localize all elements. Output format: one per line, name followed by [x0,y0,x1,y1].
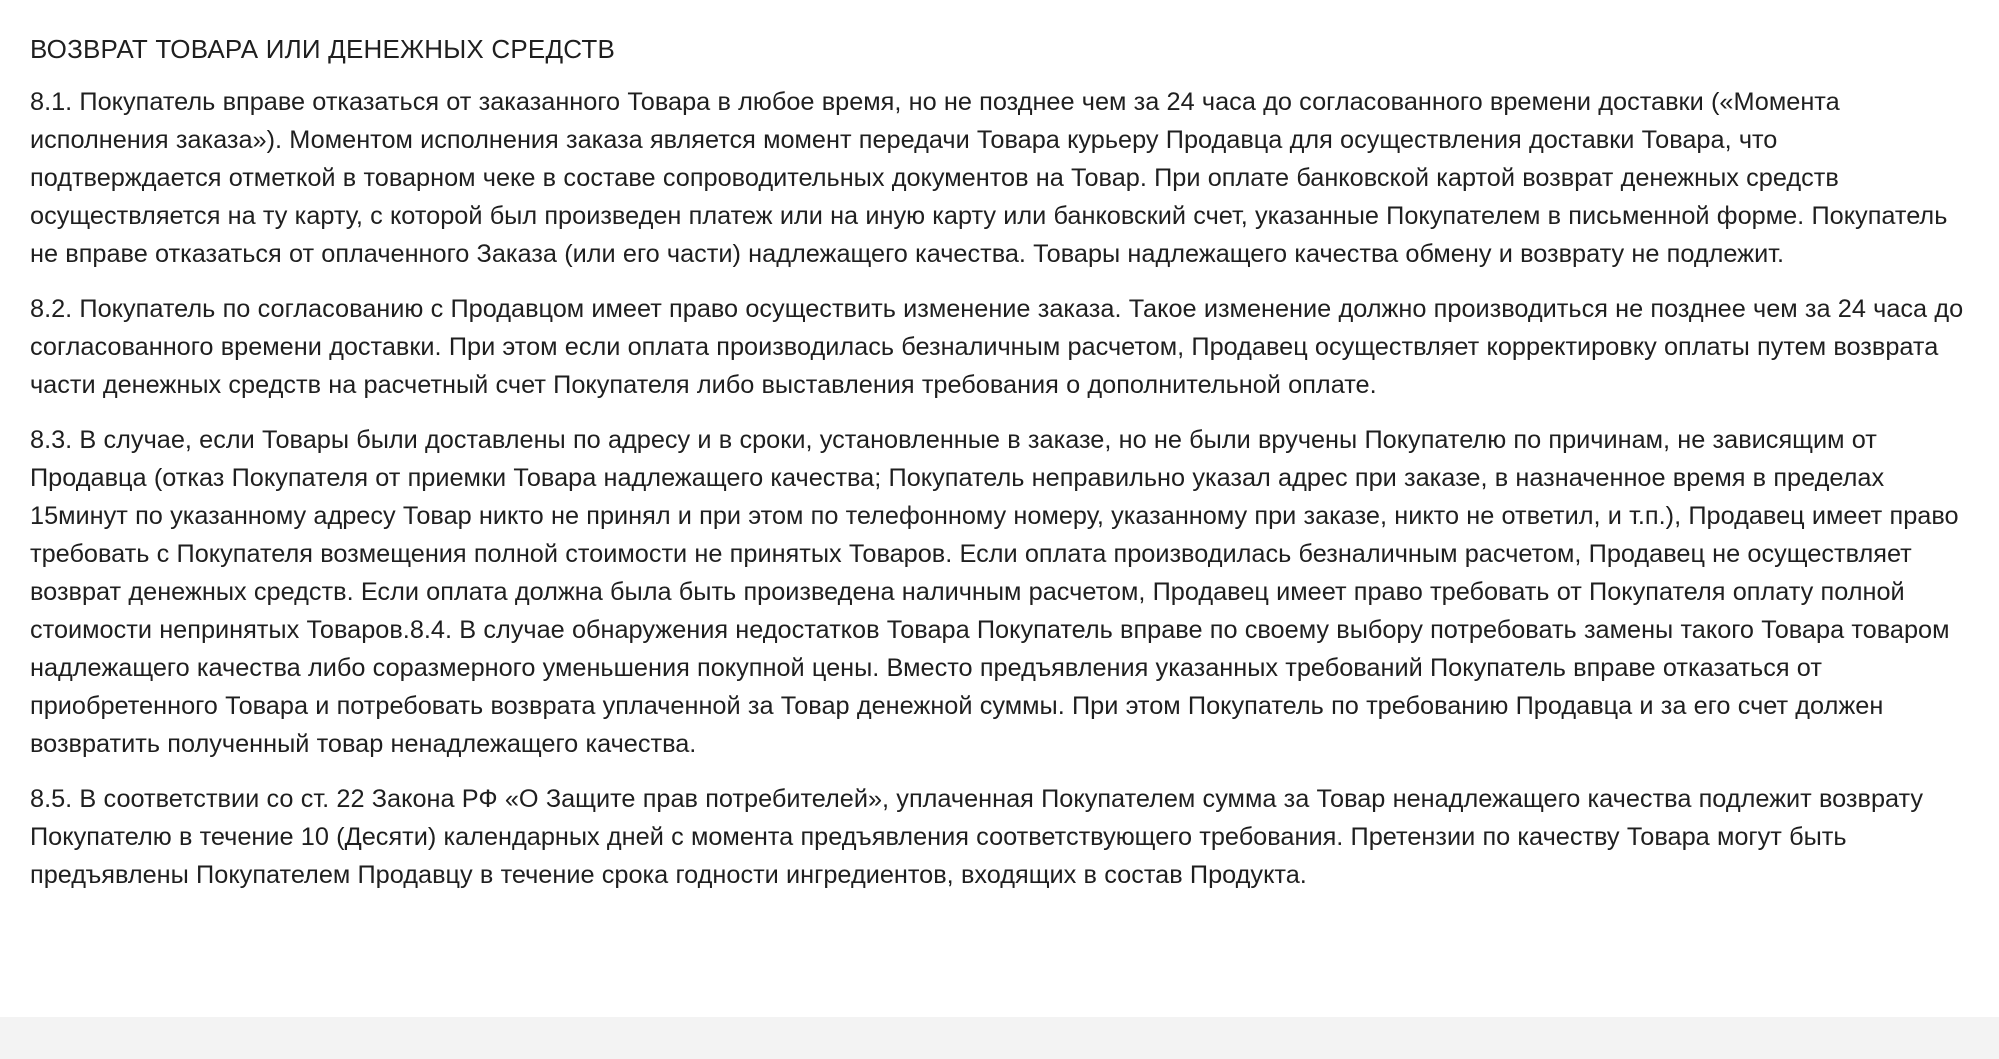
section-title: ВОЗВРАТ ТОВАРА ИЛИ ДЕНЕЖНЫХ СРЕДСТВ [30,34,615,64]
footer-band [0,1017,1999,1059]
paragraph-8-2: 8.2. Покупатель по согласованию с Продавцом имеет право осуществить изменение заказа. Такое изменение должно производиться не позднее чем за 24 часа до согласованного времени доставки. При этом если оплата производилась безналичным расчетом, Продавец осуществляет корректировку оплаты путем возврата части денежных средств на расчетный счет Покупателя либо выставления требования о дополнительной оплате. [30,295,1964,399]
paragraph-8-1: 8.1. Покупатель вправе отказаться от заказанного Товара в любое время, но не позднее чем за 24 часа до согласованного времени доставки («Момента исполнения заказа»). Моментом исполнения заказа является момент передачи Товара курьеру Продавца для осуществления доставки Товара, что подтверждается отметкой в товарном чеке в составе сопроводительных документов на Товар. При оплате банковской картой возврат денежных средств осуществляется на ту карту, с которой был произведен платеж или на иную карту или банковский счет, указанные Покупателем в письменной форме. Покупатель не вправе отказаться от оплаченного Заказа (или его части) надлежащего качества. Товары надлежащего качества обмену и возврату не подлежит. [30,88,1948,268]
paragraph-8-5: 8.5. В соответствии со ст. 22 Закона РФ «О Защите прав потребителей», уплаченная Покупателем сумма за Товар ненадлежащего качества подлежит возврату Покупателю в течение 10 (Десяти) календарных дней с момента предъявления соответствующего требования. Претензии по качеству Товара могут быть предъявлены Покупателем Продавцу в течение срока годности ингредиентов, входящих в состав Продукта. [30,785,1924,889]
paragraph-8-3: 8.3. В случае, если Товары были доставлены по адресу и в сроки, установленные в заказе, но не были вручены Покупателю по причинам, не зависящим от Продавца (отказ Покупателя от приемки Товара надлежащего качества; Покупатель неправильно указал адрес при заказе, в назначенное время в пределах 15минут по указанному адресу Товар никто не принял и при этом по телефонному номеру, указанному при заказе, никто не ответил, и т.п.), Продавец имеет право требовать с Покупателя возмещения полной стоимости не принятых Товаров. Если оплата производилась безналичным расчетом, Продавец не осуществляет возврат денежных средств. Если оплата должна была быть произведена наличным расчетом, Продавец имеет право требовать от Покупателя оплату полной стоимости непринятых Товаров.8.4. В случае обнаружения недостатков Товара Покупатель вправе по своему выбору потребовать замены такого Товара товаром надлежащего качества либо соразмерного уменьшения покупной цены. Вместо предъявления указанных требований Покупатель вправе отказаться от приобретенного Товара и потребовать возврата уплаченной за Товар денежной суммы. При этом Покупатель по требованию Продавца и за его счет должен возвратить полученный товар ненадлежащего качества. [30,426,1959,758]
document-content [30,30,1975,911]
